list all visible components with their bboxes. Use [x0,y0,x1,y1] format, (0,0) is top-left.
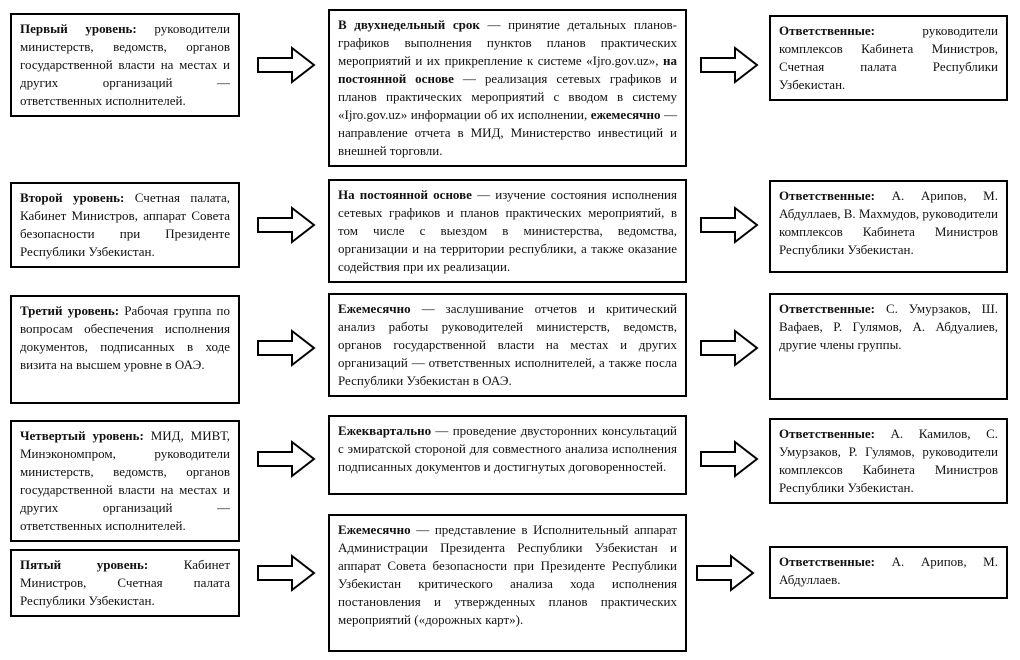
level-box-2: Второй уровень: Счетная палата, Кабинет Министров, аппарат Совета безопасности при Президенте Республики Узбекистан. [10,182,240,268]
action-box-2: На постоянной основе — изучение состояния исполнения сетевых графиков и планов практических мероприятий, в том числе с выездом в министерства, ведомства, организации и на территории республики, а также оказание содействия при их реализации. [328,179,687,283]
right-block-arrow-icon [256,44,316,86]
action-box-1: В двухнедельный срок — принятие детальных планов-графиков выполнения пунктов планов практических мероприятий и их прикрепление к системе «Ijro.gov.uz», на постоянной основе — реализация сетевых графиков и планов практических мероприятий с вводом в систему «Ijro.gov.uz» информации об их исполнении, ежемесячно — направление отчета в МИД, Министерство инвестиций и внешней торговли. [328,9,687,167]
level-box-5: Пятый уровень: Кабинет Министров, Счетная палата Республики Узбекистан. [10,549,240,617]
action-box-3: Ежемесячно — заслушивание отчетов и критический анализ работы руководителей министерств, ведомств, органов государственной власти на местах и других организаций — ответственных исполнителей, а также посла Республики Узбекистан в ОАЭ. [328,293,687,397]
level-box-4: Четвертый уровень: МИД, МИВТ, Минэкономпром, руководители министерств, ведомств, органов государственной власти на местах и других организаций — ответственных исполнителей. [10,420,240,542]
responsible-box-1: Ответственные: руководители комплексов Кабинета Министров, Счетная палата Республики Узбекистан. [769,15,1008,101]
level-box-1: Первый уровень: руководители министерств, ведомств, органов государственной власти на местах и других организаций — ответственных исполнителей. [10,13,240,117]
right-block-arrow-icon [256,204,316,246]
responsible-box-3: Ответственные: С. Умурзаков, Ш. Вафаев, Р. Гулямов, А. Абдуалиев, другие члены группы. [769,293,1008,400]
right-block-arrow-icon [699,44,759,86]
arrow-level4-to-action4 [256,438,316,480]
arrow-action4-to-responsible4 [699,438,759,480]
right-block-arrow-icon [256,438,316,480]
right-block-arrow-icon [256,552,316,594]
arrow-level5-to-action5 [256,552,316,594]
arrow-action1-to-responsible1 [699,44,759,86]
arrow-action3-to-responsible3 [699,327,759,369]
responsible-box-4: Ответственные: А. Камилов, С. Умурзаков, Р. Гулямов, руководители комплексов Кабинета Министров Республики Узбекистан. [769,418,1008,504]
arrow-level3-to-action3 [256,327,316,369]
level-box-3: Третий уровень: Рабочая группа по вопросам обеспечения исполнения документов, подписанных в ходе визита на высшем уровне в ОАЭ. [10,295,240,404]
action-box-5: Ежемесячно — представление в Исполнительный аппарат Администрации Президента Республики Узбекистан и аппарат Совета безопасности при Президенте Республики Узбекистан критического анализа хода исполнения постановления и утвержденных планов практических мероприятий («дорожных карт»). [328,514,687,652]
arrow-level1-to-action1 [256,44,316,86]
arrow-action5-to-responsible5 [695,552,755,594]
right-block-arrow-icon [695,552,755,594]
responsible-box-5: Ответственные: А. Арипов, М. Абдуллаев. [769,546,1008,599]
action-box-4: Ежеквартально — проведение двусторонних консультаций с эмиратской стороной для совместного анализа исполнения подписанных документов и достигнутых договоренностей. [328,415,687,495]
arrow-level2-to-action2 [256,204,316,246]
responsible-box-2: Ответственные: А. Арипов, М. Абдуллаев, В. Махмудов, руководители комплексов Кабинета Министров Республики Узбекистан. [769,180,1008,273]
arrow-action2-to-responsible2 [699,204,759,246]
right-block-arrow-icon [699,204,759,246]
right-block-arrow-icon [699,438,759,480]
right-block-arrow-icon [699,327,759,369]
right-block-arrow-icon [256,327,316,369]
